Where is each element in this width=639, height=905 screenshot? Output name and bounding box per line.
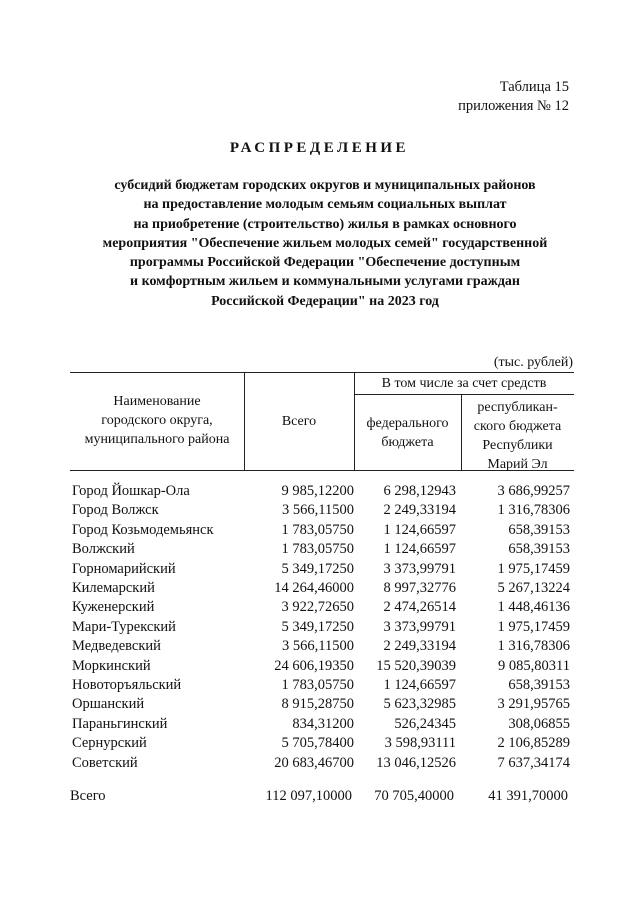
republic-amount: 2 106,85289 (497, 735, 570, 752)
municipality-name: Параньгинский (72, 715, 168, 732)
federal-amount: 3 373,99791 (383, 560, 456, 577)
table-row (72, 735, 574, 755)
appendix-number: приложения № 12 (458, 98, 569, 114)
federal-amount: 526,24345 (394, 715, 456, 732)
table-total-row (70, 788, 574, 808)
federal-amount: 8 997,32776 (383, 580, 456, 596)
republic-amount: 308,06855 (508, 715, 570, 732)
total-amount: 5 349,17250 (281, 618, 354, 635)
republic-amount: 5 267,13224 (497, 580, 570, 596)
republic-amount: 658,39153 (508, 521, 570, 538)
document-subtitle (70, 176, 580, 311)
republic-amount: 9 085,80311 (498, 657, 570, 674)
subtitle-line: на предоставление молодым семьям социальных выплат (143, 197, 507, 213)
units-label: (тыс. рублей) (493, 355, 573, 370)
table-row (72, 677, 574, 697)
municipality-name: Мари-Турекский (72, 618, 176, 635)
total-amount: 834,31200 (292, 715, 354, 732)
federal-amount: 1 124,66597 (383, 521, 456, 538)
table-row (72, 561, 574, 581)
total-amount: 3 566,11500 (282, 638, 354, 655)
table-top-border (70, 372, 574, 373)
total-label: Всего (70, 788, 106, 804)
federal-amount: 6 298,12943 (383, 483, 456, 499)
header-federal-column: федерального бюджета (366, 416, 449, 450)
total-amount: 5 349,17250 (281, 560, 354, 577)
total-amount: 8 915,28750 (281, 696, 354, 713)
municipality-name: Оршанский (72, 696, 145, 713)
federal-amount: 15 520,39039 (376, 657, 456, 674)
republic-amount: 658,39153 (508, 677, 570, 693)
republic-amount: 1 316,78306 (497, 638, 570, 655)
municipality-name: Новоторъяльский (72, 677, 182, 693)
table-row (72, 580, 574, 600)
table-row (72, 619, 574, 639)
republic-amount: 3 291,95765 (497, 696, 570, 713)
municipality-name: Куженерский (72, 599, 155, 616)
table-row (72, 483, 574, 503)
republic-amount: 1 448,46136 (497, 599, 570, 616)
federal-amount: 3 373,99791 (383, 618, 456, 635)
federal-amount: 3 598,93111 (384, 735, 456, 752)
subtitle-line: мероприятия "Обеспечение жильем молодых семей" государственной (102, 235, 548, 251)
table-row (72, 658, 574, 678)
total-amount: 20 683,46700 (274, 754, 354, 771)
municipality-name: Город Волжск (72, 502, 159, 519)
federal-amount: 13 046,12526 (376, 754, 456, 771)
table-row (72, 541, 574, 561)
municipality-name: Волжский (72, 541, 135, 558)
republic-amount: 3 686,99257 (497, 483, 570, 499)
municipality-name: Город Йошкар-Ола (72, 483, 190, 499)
federal-amount: 2 249,33194 (383, 638, 456, 655)
republic-amount: 1 975,17459 (497, 618, 570, 635)
federal-amount: 1 124,66597 (383, 677, 456, 693)
total-sum: 112 097,10000 (265, 788, 352, 804)
header-republic-column: республикан- ского бюджета Республики Марий Эл (473, 400, 562, 472)
federal-amount: 2 474,26514 (383, 599, 456, 616)
group-header-divider (354, 394, 574, 395)
federal-amount: 5 623,32985 (383, 696, 456, 713)
header-total-column: Всего (281, 414, 317, 429)
subtitle-line: программы Российской Федерации "Обеспечение доступным (129, 255, 521, 271)
republic-amount: 658,39153 (508, 541, 570, 558)
municipality-name: Сернурский (72, 735, 147, 752)
republic-amount: 1 316,78306 (497, 502, 570, 519)
table-reference (458, 78, 569, 116)
municipality-name: Советский (72, 754, 138, 771)
total-federal: 70 705,40000 (374, 788, 454, 804)
table-row (72, 638, 574, 658)
table-row (72, 755, 574, 775)
federal-amount: 2 249,33194 (383, 502, 456, 519)
republic-amount: 7 637,34174 (497, 754, 570, 771)
municipality-name: Город Козьмодемьянск (72, 521, 214, 538)
table-row (72, 522, 574, 542)
total-amount: 5 705,78400 (281, 735, 354, 752)
table-number: Таблица 15 (499, 79, 569, 95)
header-funding-group: В том числе за счет средств (381, 376, 547, 391)
table-row (72, 502, 574, 522)
total-amount: 3 566,11500 (282, 502, 354, 519)
total-amount: 14 264,46000 (274, 580, 354, 596)
subtitle-line: субсидий бюджетам городских округов и муниципальных районов (114, 178, 536, 193)
total-amount: 1 783,05750 (281, 677, 354, 693)
municipality-name: Горномарийский (72, 560, 176, 577)
table-row (72, 716, 574, 736)
header-name-column: Наименование городского округа, муниципального района (84, 394, 230, 447)
municipality-name: Медведевский (72, 638, 161, 655)
total-amount: 9 985,12200 (281, 483, 354, 499)
total-amount: 24 606,19350 (274, 657, 354, 674)
total-amount: 1 783,05750 (281, 541, 354, 558)
republic-amount: 1 975,17459 (497, 560, 570, 577)
subtitle-line: на приобретение (строительство) жилья в рамках основного (133, 216, 517, 232)
subtitle-line: Российской Федерации" на 2023 год (211, 293, 439, 309)
total-republic: 41 391,70000 (488, 788, 568, 804)
federal-amount: 1 124,66597 (383, 541, 456, 558)
table-row (72, 599, 574, 619)
total-amount: 1 783,05750 (281, 521, 354, 538)
municipality-name: Моркинский (72, 657, 151, 674)
municipality-name: Килемарский (72, 580, 155, 596)
total-amount: 3 922,72650 (281, 599, 354, 616)
document-heading: РАСПРЕДЕЛЕНИЕ (229, 140, 410, 156)
table-row (72, 696, 574, 716)
subtitle-line: и комфортным жильем и коммунальными услугами граждан (130, 274, 520, 290)
